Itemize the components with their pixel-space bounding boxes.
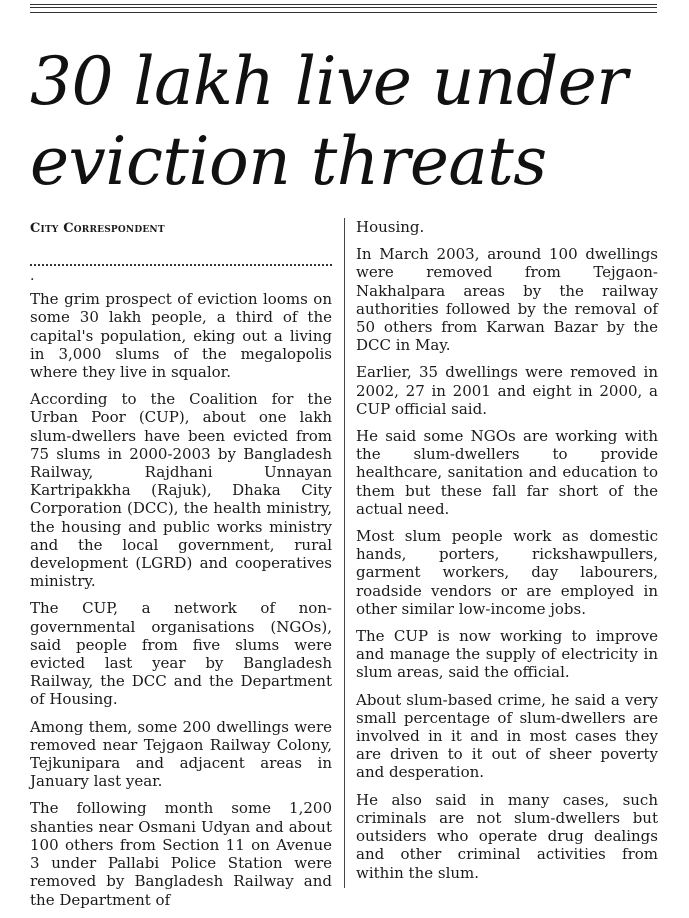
paragraph: The CUP, a network of non-governmental organisations (NGOs), said people from five slums were evicted last year by Bangladesh Railway, the DCC and the Department of Housing.	[30, 599, 332, 709]
article-column-right	[356, 218, 658, 891]
dotted-separator-tail: .	[30, 268, 35, 285]
paragraph: The CUP is now working to improve and manage the supply of electricity in slum areas, said the official.	[356, 627, 658, 682]
top-rule	[30, 4, 657, 5]
paragraph: He also said in many cases, such criminals are not slum-dwellers but outsiders who operate drug dealings and other criminal activities from within the slum.	[356, 790, 658, 882]
headline-line-1: 30 lakh live under	[30, 43, 628, 120]
paragraph: Most slum people work as domestic hands, porters, rickshawpullers, garment workers, day labourers, roadside vendors or are employed in other similar low-income jobs.	[356, 527, 658, 618]
paragraph: The grim prospect of eviction looms on some 30 lakh people, a third of the capital's population, eking out a living in 3,000 slums of the megalopolis where they live in squalor.	[30, 290, 332, 382]
top-rule	[30, 7, 657, 8]
paragraph: About slum-based crime, he said a very small percentage of slum-dwellers are involved in it and in most cases they are driven to it out of sheer poverty and desperation.	[356, 690, 658, 782]
top-rule	[30, 12, 657, 13]
paragraph: In March 2003, around 100 dwellings were removed from Tejgaon-Nakhalpara areas by the railway authorities followed by the removal of 50 others from Karwan Bazar by the DCC in May.	[356, 245, 658, 355]
headline-line-2: eviction threats	[30, 123, 547, 200]
column-divider	[344, 218, 345, 888]
article-column-left	[30, 218, 332, 918]
paragraph: Among them, some 200 dwellings were removed near Tejgaon Railway Colony, Tejkunipara and adjacent areas in January last year.	[30, 717, 332, 791]
headline	[30, 42, 670, 202]
paragraph: He said some NGOs are working with the slum-dwellers to provide healthcare, sanitation and education to them but these fall far short of the actual need.	[356, 427, 658, 518]
paragraph: According to the Coalition for the Urban Poor (CUP), about one lakh slum-dwellers have been evicted from 75 slums in 2000-2003 by Bangladesh Railway, Rajdhani Unnayan Kartripakkha (Rajuk), Dhaka City Corporation (DCC), the health ministry, the housing and public works ministry and the local government, rural development (LGRD) and cooperatives ministry.	[30, 390, 332, 591]
paragraph: Housing.	[356, 218, 425, 236]
paragraph: Earlier, 35 dwellings were removed in 2002, 27 in 2001 and eight in 2000, a CUP official said.	[356, 363, 658, 418]
byline: City Correspondent	[30, 221, 165, 236]
paragraph: The following month some 1,200 shanties near Osmani Udyan and about 100 others from Section 11 on Avenue 3 under Pallabi Police Station were removed by Bangladesh Railway and the Department of	[30, 799, 332, 909]
dotted-separator	[30, 244, 332, 266]
